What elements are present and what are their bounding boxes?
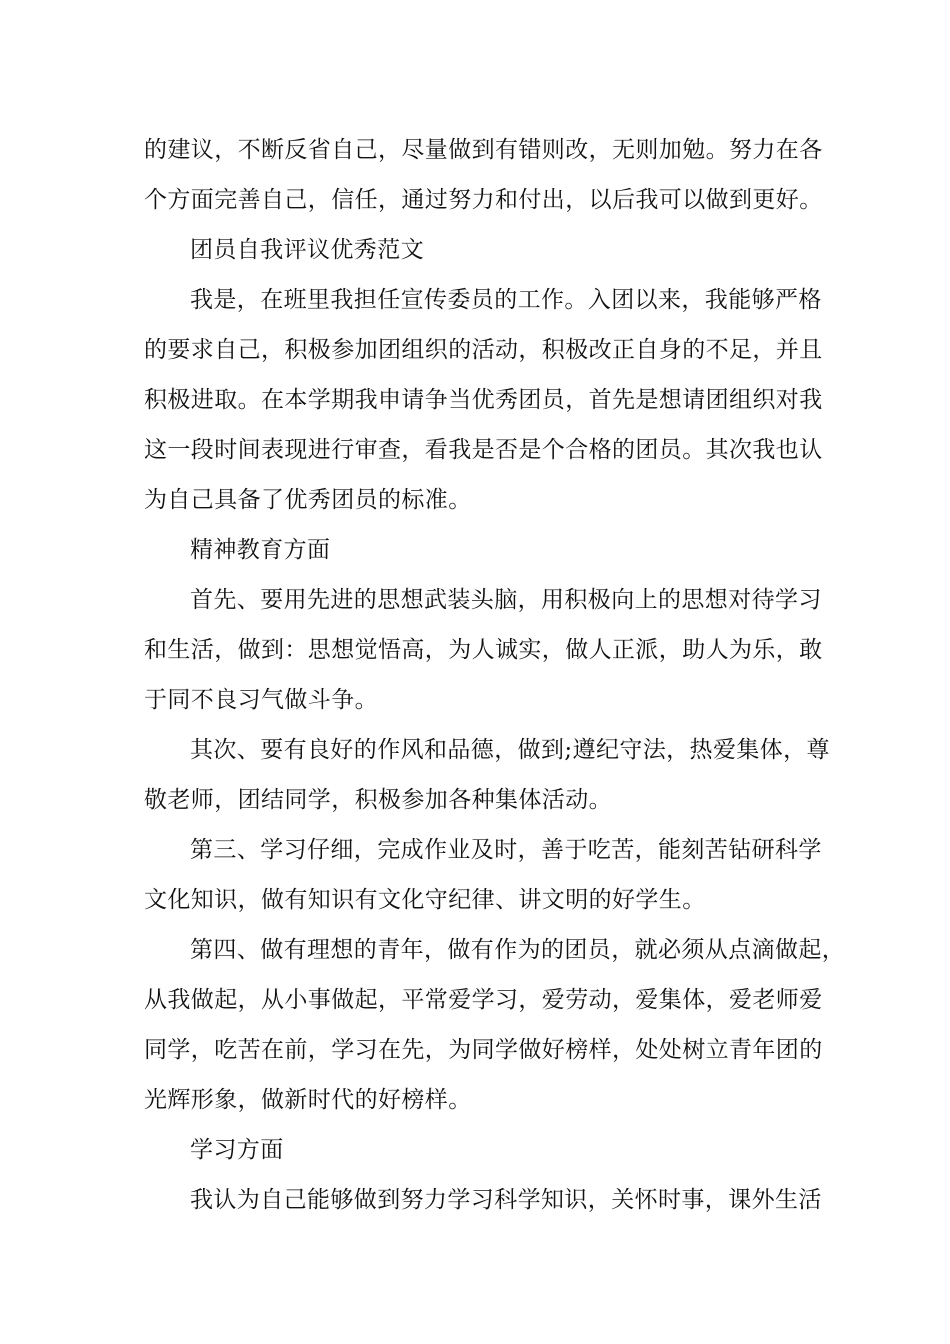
paragraph-line: 同学，吃苦在前，学习在先，为同学做好榜样，处处树立青年团的: [144, 1037, 823, 1063]
paragraph-line: 的建议，不断反省自己，尽量做到有错则改，无则加勉。努力在各: [144, 137, 823, 163]
paragraph-line: 为自己具备了优秀团员的标准。: [144, 487, 472, 513]
paragraph-line: 于同不良习气做斗争。: [144, 687, 378, 713]
section-heading: 学习方面: [190, 1137, 284, 1163]
paragraph-line: 敬老师，团结同学，积极参加各种集体活动。: [144, 787, 612, 813]
paragraph-line: 个方面完善自己，信任，通过努力和付出，以后我可以做到更好。: [144, 187, 823, 213]
paragraph-line: 文化知识，做有知识有文化守纪律、讲文明的好学生。: [144, 887, 706, 913]
paragraph-line: 这一段时间表现进行审查，看我是否是个合格的团员。其次我也认: [144, 437, 823, 463]
paragraph-line: 其次、要有良好的作风和品德，做到;遵纪守法，热爱集体，尊: [190, 737, 830, 763]
paragraph-line: 我认为自己能够做到努力学习科学知识，关怀时事，课外生活: [190, 1187, 822, 1213]
paragraph-line: 从我做起，从小事做起，平常爱学习，爱劳动，爱集体，爱老师爱: [144, 987, 823, 1013]
paragraph-line: 和生活，做到：思想觉悟高，为人诚实，做人正派，助人为乐，敢: [144, 637, 823, 663]
paragraph-line: 我是，在班里我担任宣传委员的工作。入团以来，我能够严格: [190, 287, 822, 313]
section-heading: 团员自我评议优秀范文: [190, 237, 424, 263]
paragraph-line: 首先、要用先进的思想武装头脑，用积极向上的思想对待学习: [190, 587, 822, 613]
paragraph-line: 第四、做有理想的青年，做有作为的团员，就必须从点滴做起，: [190, 937, 846, 963]
paragraph-line: 积极进取。在本学期我申请争当优秀团员，首先是想请团组织对我: [144, 387, 823, 413]
paragraph-line: 的要求自己，积极参加团组织的活动，积极改正自身的不足，并且: [144, 337, 823, 363]
section-heading: 精神教育方面: [190, 537, 331, 563]
paragraph-line: 第三、学习仔细，完成作业及时，善于吃苦，能刻苦钻研科学: [190, 837, 822, 863]
paragraph-line: 光辉形象，做新时代的好榜样。: [144, 1087, 472, 1113]
